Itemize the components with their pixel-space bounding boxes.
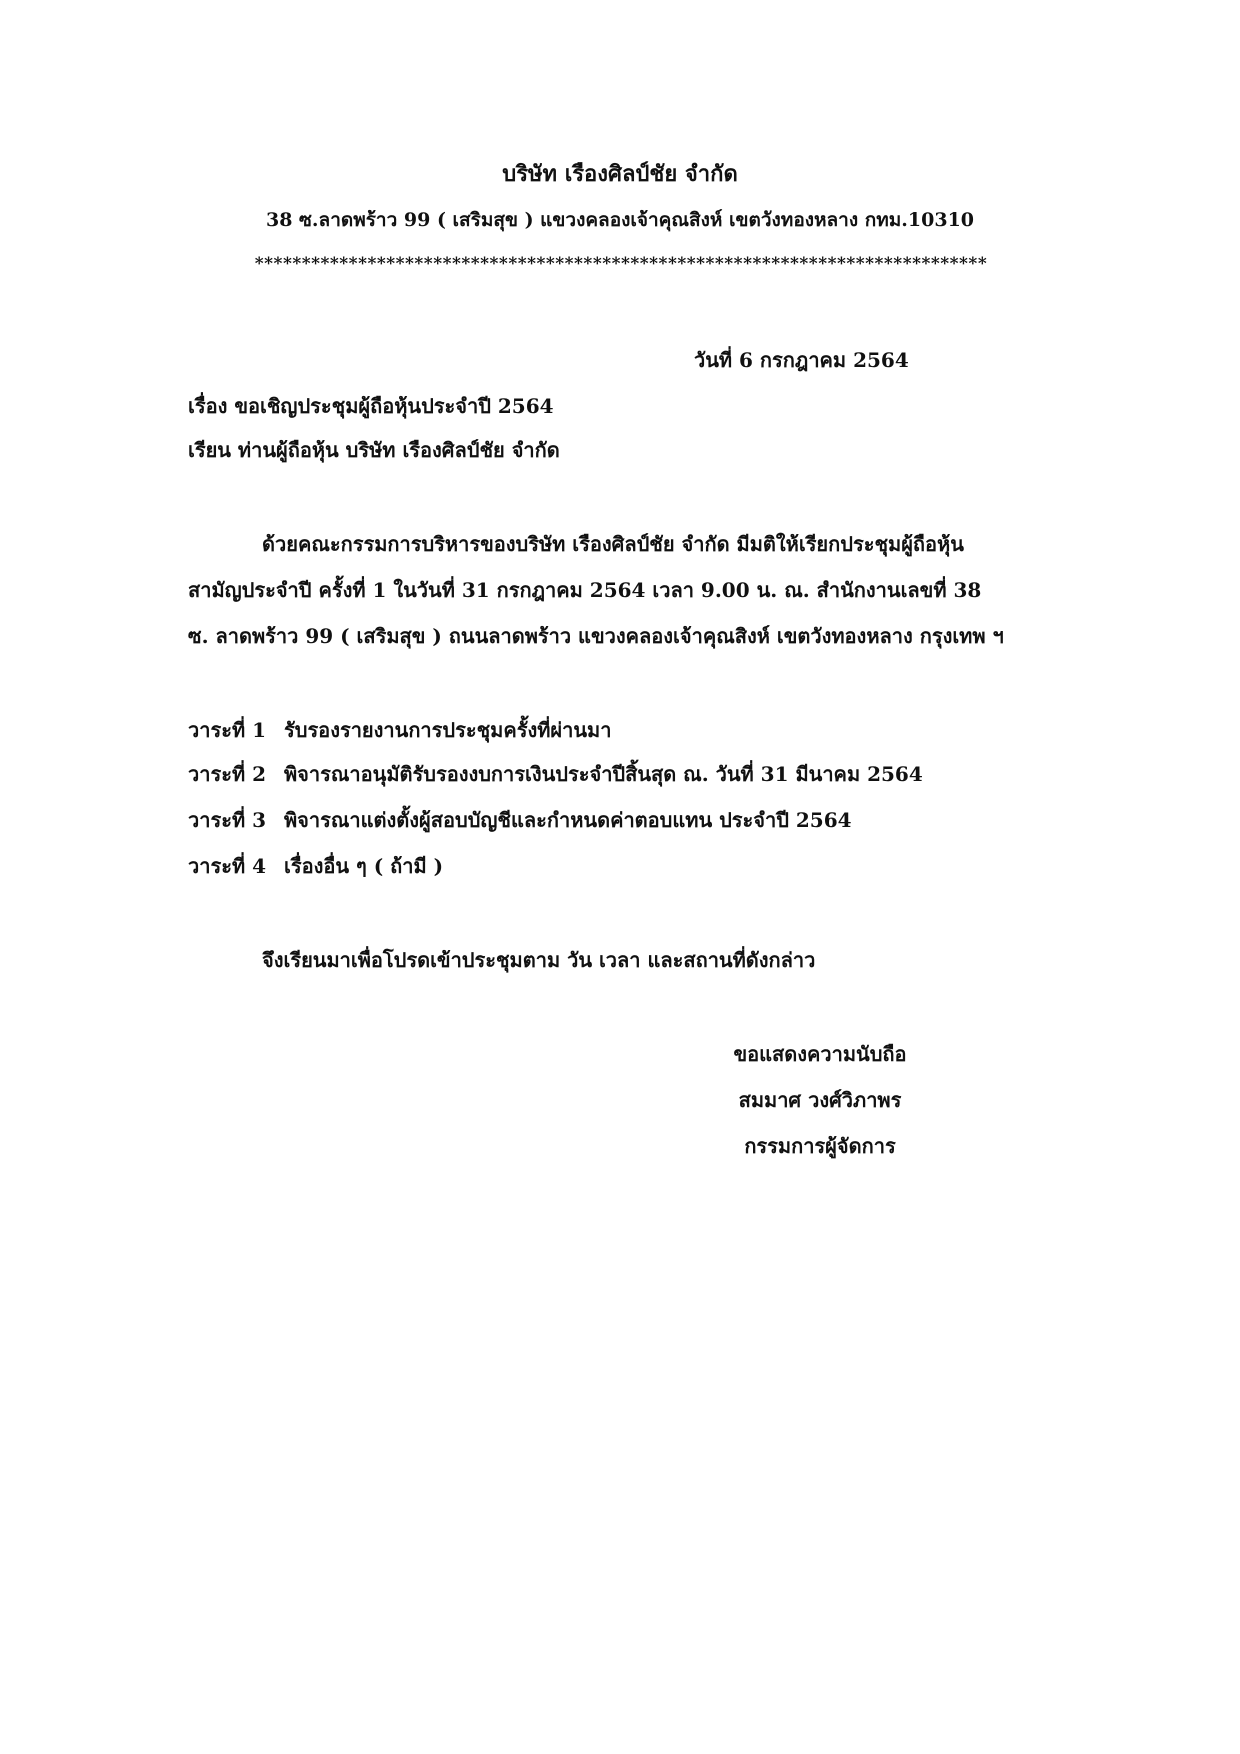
agenda-item <box>188 716 611 744</box>
company-name: บริษัท เรืองศิลป์ชัย จำกัด <box>502 161 738 187</box>
signature-title: กรรมการผู้จัดการ <box>744 1134 896 1158</box>
body-line-3: ซ. ลาดพร้าว 99 ( เสริมสุข ) ถนนลาดพร้าว แขวงคลองเจ้าคุณสิงห์ เขตวังทองหลาง กรุงเทพ ฯ <box>188 624 1004 648</box>
body-line-1: ด้วยคณะกรรมการบริหารของบริษัท เรืองศิลป์ชัย จำกัด มีมติให้เรียกประชุมผู้ถือหุ้น <box>262 532 964 556</box>
agenda-item <box>188 852 443 880</box>
agenda-text: รับรองรายงานการประชุมครั้งที่ผ่านมา <box>284 718 612 742</box>
closing-line: จึงเรียนมาเพื่อโปรดเข้าประชุมตาม วัน เวลา และสถานที่ดังกล่าว <box>262 948 816 972</box>
agenda-text: พิจารณาอนุมัติรับรองงบการเงินประจำปีสิ้นสุด ณ. วันที่ 31 มีนาคม 2564 <box>284 762 923 786</box>
agenda-text: เรื่องอื่น ๆ ( ถ้ามี ) <box>284 854 444 878</box>
agenda-text: พิจารณาแต่งตั้งผู้สอบบัญชีและกำหนดค่าตอบแทน ประจำปี 2564 <box>284 808 852 832</box>
signature-regards: ขอแสดงความนับถือ <box>733 1042 907 1066</box>
letter-salutation: เรียน ท่านผู้ถือหุ้น บริษัท เรืองศิลป์ชัย จำกัด <box>188 438 560 462</box>
signature-name: สมมาศ วงศ์วิภาพร <box>738 1088 902 1112</box>
separator-line: ****************************************************************************** <box>254 254 988 274</box>
agenda-label: วาระที่ 2 <box>188 762 267 786</box>
agenda-item <box>188 806 852 834</box>
agenda-label: วาระที่ 1 <box>188 718 267 742</box>
letter-date: วันที่ 6 กรกฎาคม 2564 <box>694 348 909 372</box>
agenda-label: วาระที่ 3 <box>188 808 267 832</box>
letter-subject: เรื่อง ขอเชิญประชุมผู้ถือหุ้นประจำปี 2564 <box>188 394 554 418</box>
body-line-2: สามัญประจำปี ครั้งที่ 1 ในวันที่ 31 กรกฎาคม 2564 เวลา 9.00 น. ณ. สำนักงานเลขที่ 38 <box>188 578 982 602</box>
agenda-item <box>188 760 923 788</box>
agenda-label: วาระที่ 4 <box>188 854 267 878</box>
company-address: 38 ซ.ลาดพร้าว 99 ( เสริมสุข ) แขวงคลองเจ้าคุณสิงห์ เขตวังทองหลาง กทม.10310 <box>265 209 975 231</box>
